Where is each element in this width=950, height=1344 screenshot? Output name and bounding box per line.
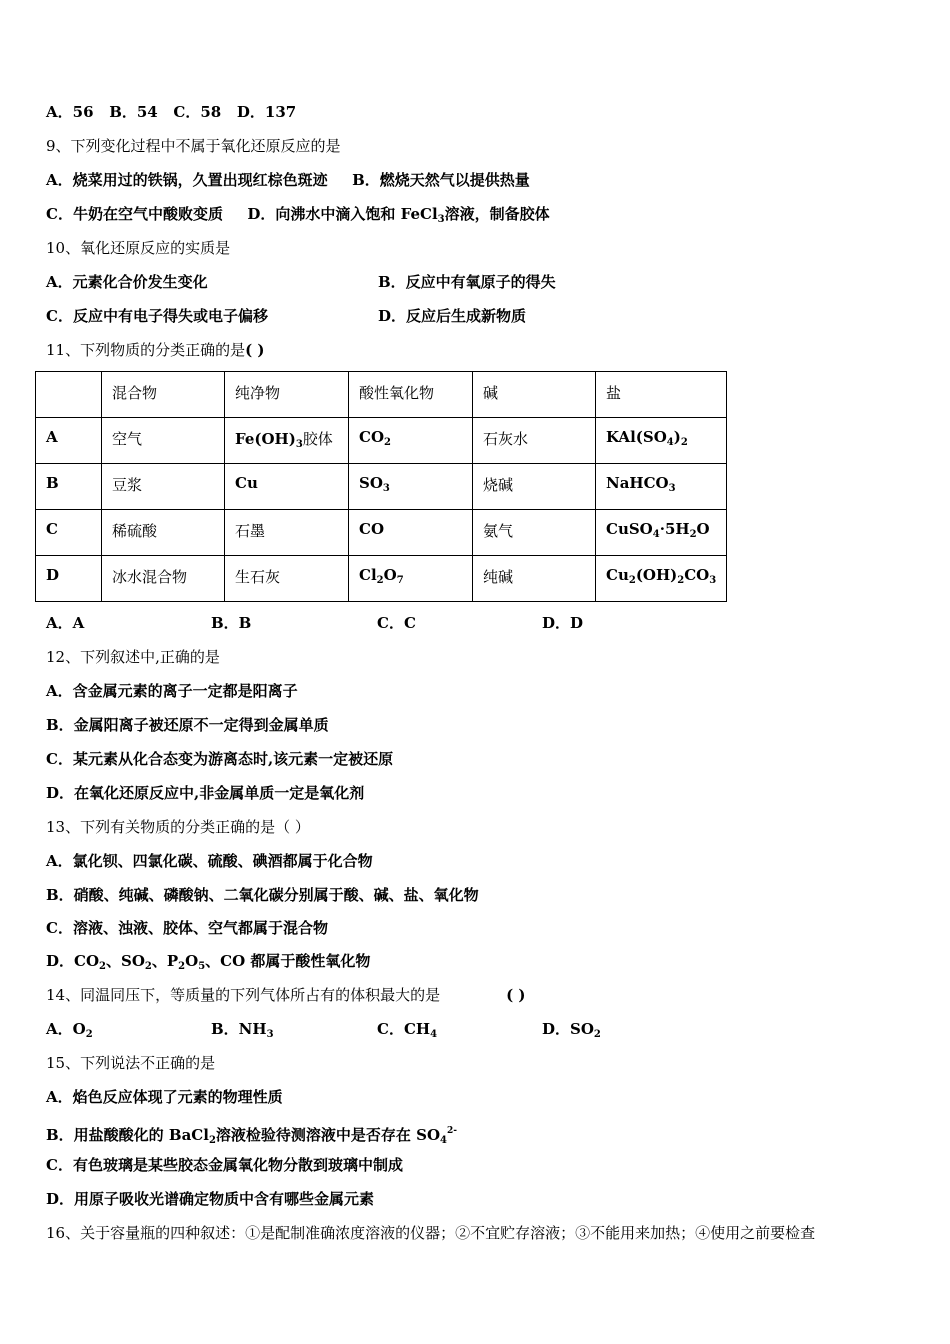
cell-acidic-oxide: $Cl_2O_7$ xyxy=(349,556,473,602)
q8-options xyxy=(46,102,296,122)
q15-option-b: B．用盐酸酸化的 BaCl$_2$溶液检验待测溶液中是否存在 $SO_4^{2-}$ xyxy=(46,1126,457,1146)
cell-base: 纯碱 xyxy=(473,556,596,602)
q12-option-d: D．在氧化还原反应中,非金属单质一定是氧化剂 xyxy=(46,784,365,802)
q8-option-b: B．54 xyxy=(109,103,158,121)
table-row xyxy=(36,510,727,556)
q13-option-b: B．硝酸、纯碱、磷酸钠、二氧化碳分别属于酸、碱、盐、氧化物 xyxy=(46,886,479,904)
q13-option-c: C．溶液、浊液、胶体、空气都属于混合物 xyxy=(46,919,328,937)
classification-table xyxy=(35,371,727,602)
q12-option-b: B．金属阳离子被还原不一定得到金属单质 xyxy=(46,716,329,734)
q11-option-b: B．B xyxy=(211,614,252,632)
q15-stem: 15、下列说法不正确的是 xyxy=(46,1054,216,1072)
row-label: B xyxy=(36,464,102,510)
table-header-cell xyxy=(36,372,102,418)
table-header-cell: 混合物 xyxy=(102,372,225,418)
q11-option-c: C．C xyxy=(377,614,416,632)
q13-stem: 13、下列有关物质的分类正确的是（ ） xyxy=(46,818,310,836)
q9-options-cd xyxy=(46,204,550,230)
q12-option-a: A．含金属元素的离子一定都是阳离子 xyxy=(46,682,298,700)
row-label: D xyxy=(36,556,102,602)
cell-salt: $KAl(SO_4)_2$ xyxy=(596,418,727,464)
q14-option-b: B．$NH_3$ xyxy=(211,1020,274,1040)
q10-stem: 10、氧化还原反应的实质是 xyxy=(46,239,231,257)
q14-option-c: C．$CH_4$ xyxy=(377,1020,438,1040)
cell-salt: $Cu_2(OH)_2CO_3$ xyxy=(596,556,727,602)
q8-option-c: C．58 xyxy=(173,103,222,121)
table-header-cell: 纯净物 xyxy=(225,372,349,418)
q14-option-a: A．$O_2$ xyxy=(46,1020,93,1040)
q13-option-d: D．$CO_2$、$SO_2$、$P_2O_5$、CO 都属于酸性氧化物 xyxy=(46,952,371,972)
table-row xyxy=(36,556,727,602)
q15-option-d: D．用原子吸收光谱确定物质中含有哪些金属元素 xyxy=(46,1190,375,1208)
cell-mixture: 冰水混合物 xyxy=(102,556,225,602)
row-label: A xyxy=(36,418,102,464)
cell-salt: NaHCO$_3$ xyxy=(596,464,727,510)
cell-salt: $CuSO_4\cdot 5H_2O$ xyxy=(596,510,727,556)
q11-option-d: D．D xyxy=(542,614,584,632)
table-row xyxy=(36,418,727,464)
cell-base: 氨气 xyxy=(473,510,596,556)
table-header-cell: 碱 xyxy=(473,372,596,418)
cell-acidic-oxide: $SO_3$ xyxy=(349,464,473,510)
q11-option-a: A．A xyxy=(46,614,85,632)
q9-option-d: D．向沸水中滴入饱和 FeCl$_3$溶液，制备胶体 xyxy=(247,205,550,225)
table-row xyxy=(36,464,727,510)
table-header-cell: 酸性氧化物 xyxy=(349,372,473,418)
q14-option-d: D．$SO_2$ xyxy=(542,1020,601,1040)
cell-base: 石灰水 xyxy=(473,418,596,464)
table-header-row xyxy=(36,372,727,418)
q12-option-c: C．某元素从化合态变为游离态时,该元素一定被还原 xyxy=(46,750,394,768)
q8-option-d: D．137 xyxy=(236,103,297,121)
cell-pure: 石墨 xyxy=(225,510,349,556)
q9-options-ab xyxy=(46,170,530,190)
cell-base: 烧碱 xyxy=(473,464,596,510)
q10-option-d: D．反应后生成新物质 xyxy=(378,307,527,325)
row-label: C xyxy=(36,510,102,556)
cell-mixture: 豆浆 xyxy=(102,464,225,510)
cell-mixture: 空气 xyxy=(102,418,225,464)
q10-option-a: A．元素化合价发生变化 xyxy=(46,273,208,291)
q9-option-a: A．烧菜用过的铁锅，久置出现红棕色斑迹 xyxy=(46,171,328,189)
table-header-cell: 盐 xyxy=(596,372,727,418)
q11-stem: 11、下列物质的分类正确的是( ) xyxy=(46,341,265,359)
q9-option-b: B．燃烧天然气以提供热量 xyxy=(352,171,530,189)
q16-stem: 16、关于容量瓶的四种叙述：①是配制准确浓度溶液的仪器；②不宜贮存溶液；③不能用来加热；④使用之前要检查 xyxy=(46,1224,816,1242)
cell-acidic-oxide: $CO_2$ xyxy=(349,418,473,464)
cell-mixture: 稀硫酸 xyxy=(102,510,225,556)
cell-acidic-oxide: CO xyxy=(349,510,473,556)
q15-option-a: A．焰色反应体现了元素的物理性质 xyxy=(46,1088,283,1106)
q15-option-c: C．有色玻璃是某些胶态金属氧化物分散到玻璃中制成 xyxy=(46,1156,403,1174)
cell-pure: Cu xyxy=(225,464,349,510)
cell-pure: $Fe(OH)_3$胶体 xyxy=(225,418,349,464)
q12-stem: 12、下列叙述中,正确的是 xyxy=(46,648,220,666)
q8-option-a: A．56 xyxy=(46,103,94,121)
cell-pure: 生石灰 xyxy=(225,556,349,602)
q10-option-b: B．反应中有氧原子的得失 xyxy=(378,273,556,291)
q9-option-c: C．牛奶在空气中酸败变质 xyxy=(46,205,223,223)
q10-option-c: C．反应中有电子得失或电子偏移 xyxy=(46,307,268,325)
q9-stem: 9、下列变化过程中不属于氧化还原反应的是 xyxy=(46,137,341,155)
q13-option-a: A．氯化钡、四氯化碳、硫酸、碘酒都属于化合物 xyxy=(46,852,373,870)
q14-stem: 14、同温同压下，等质量的下列气体所占有的体积最大的是 ( ) xyxy=(46,986,526,1004)
